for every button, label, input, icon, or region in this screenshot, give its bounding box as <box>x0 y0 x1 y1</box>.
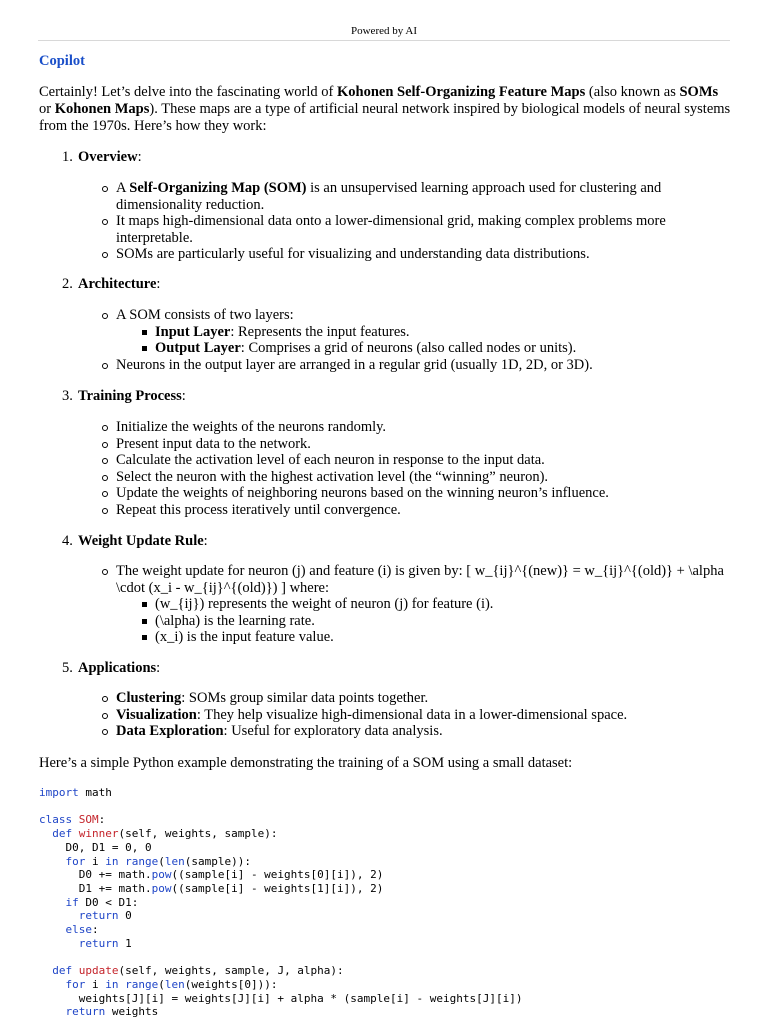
code-token <box>39 923 66 936</box>
code-token: 0 <box>118 909 132 923</box>
section-number: 5. <box>62 660 73 676</box>
code-token-fn: winner <box>78 827 119 841</box>
code-line <box>39 841 152 854</box>
code-line <box>39 786 112 799</box>
code-token: weights[J][i] = weights[J][i] + alpha * (sample[i] - weights[J][i]) <box>39 991 523 1005</box>
section-number: 3. <box>62 388 73 404</box>
sublist-item: (w_{ij}) represents the weight of neuron (j) for feature (i). <box>155 596 731 613</box>
section-title-overview: 1. Overview: <box>62 149 142 165</box>
code-token-kw: if <box>65 895 79 909</box>
list-item: Update the weights of neighboring neurons based on the winning neuron’s influence. <box>116 485 731 502</box>
section-title-applications: 5. Applications: <box>62 660 161 676</box>
section-heading: Overview <box>78 149 138 165</box>
list-item: Neurons in the output layer are arranged in a regular grid (usually 1D, 2D, or 3D). <box>116 357 731 374</box>
code-token: : <box>92 923 99 937</box>
code-token: D1 += math. <box>39 881 152 895</box>
architecture-list <box>116 307 731 373</box>
code-token: (sample)): <box>184 854 251 868</box>
code-line <box>39 868 383 881</box>
code-token: i <box>85 854 106 868</box>
code-token-bi: len <box>164 977 185 991</box>
section-heading: Architecture <box>78 276 157 292</box>
code-line <box>39 964 344 977</box>
code-token <box>72 964 79 977</box>
section-number: 1. <box>62 149 73 165</box>
list-item: The weight update for neuron (j) and feature (i) is given by: [ w_{ij}^{(new)} = w_{ij}^{(old)} + \alpha \cdot (x_i - w_{ij}^{(old)}) ] where: (w_{ij}) represents the weight of neuron (j) for feature (i). (\alpha) is the learning rate. (x_i) is the input feature value. <box>116 563 731 646</box>
intro-bold-term: Kohonen Self-Organizing Feature Maps <box>336 84 586 100</box>
code-line <box>39 813 105 826</box>
code-token: (weights[0])): <box>184 977 278 991</box>
code-token-kw: class <box>39 813 73 827</box>
overview-list <box>116 180 731 263</box>
list-item: A Self-Organizing Map (SOM) is an unsupervised learning approach used for clustering and dimensionality reduction. <box>116 180 731 213</box>
list-item: Clustering: SOMs group similar data points together. <box>116 690 731 707</box>
list-item: Visualization: They help visualize high-dimensional data in a lower-dimensional space. <box>116 707 731 724</box>
section-heading: Applications <box>78 660 157 676</box>
code-token-kw: def <box>52 964 73 978</box>
code-token-kw: in <box>105 977 119 991</box>
code-line <box>39 992 522 1005</box>
code-token: (self, weights, sample, J, alpha): <box>118 964 344 978</box>
code-token-kw: in <box>105 854 119 868</box>
code-token-kw: import <box>39 786 79 799</box>
python-code-block <box>39 786 522 1019</box>
code-token-bi: pow <box>151 868 172 882</box>
intro-bold-term: Kohonen Maps <box>54 101 150 117</box>
code-line <box>39 882 383 895</box>
training-list <box>116 419 731 518</box>
code-token <box>72 813 79 826</box>
applications-list <box>116 690 731 740</box>
intro-text: or <box>39 101 55 117</box>
code-line <box>39 978 277 991</box>
list-item: It maps high-dimensional data onto a lower-dimensional grid, making complex problems more interpretable. <box>116 213 731 246</box>
weight-update-list <box>116 563 731 646</box>
code-token: D0 < D1: <box>78 895 139 909</box>
sublist-item: (x_i) is the input feature value. <box>155 629 731 646</box>
code-token-bi: pow <box>151 881 172 895</box>
outro-paragraph: Here’s a simple Python example demonstrating the training of a SOM using a small dataset: <box>39 755 573 771</box>
code-token <box>39 896 66 909</box>
section-number: 4. <box>62 533 73 549</box>
code-token <box>39 964 52 977</box>
powered-by-header: Powered by AI <box>38 24 730 41</box>
section-heading: Weight Update Rule <box>78 533 204 549</box>
intro-paragraph <box>39 84 731 135</box>
code-token: i <box>85 977 106 991</box>
code-token <box>39 1005 66 1018</box>
code-token: 1 <box>118 936 132 950</box>
sublist-item: (\alpha) is the learning rate. <box>155 613 731 630</box>
section-title-architecture: 2. Architecture: <box>62 276 161 292</box>
code-token: ( <box>158 854 165 868</box>
code-token-kw: return <box>65 1005 106 1019</box>
code-token: weights <box>105 1005 159 1019</box>
code-token-kw: else <box>65 923 92 937</box>
sublist-item: Input Layer: Represents the input features. <box>155 324 731 341</box>
code-token: (self, weights, sample): <box>118 827 278 841</box>
code-token-kw: return <box>78 909 119 923</box>
code-line <box>39 909 132 922</box>
code-token <box>72 827 79 840</box>
code-line <box>39 896 138 909</box>
code-line <box>39 855 251 868</box>
list-item: Calculate the activation level of each neuron in response to the input data. <box>116 452 731 469</box>
sublist-item: Output Layer: Comprises a grid of neurons (also called nodes or units). <box>155 340 731 357</box>
intro-text: Certainly! Let’s delve into the fascinating world of <box>39 84 337 100</box>
intro-text: (also known as <box>585 84 680 100</box>
code-line <box>39 1005 158 1018</box>
code-token <box>39 827 52 840</box>
intro-bold-term: SOMs <box>679 84 719 100</box>
list-item: A SOM consists of two layers: Input Layer: Represents the input features. Output Layer: Comprises a grid of neurons (also called nodes or units). <box>116 307 731 357</box>
code-token: ((sample[i] - weights[1][i]), 2) <box>171 881 384 895</box>
sublist <box>116 324 731 357</box>
code-token <box>39 909 79 922</box>
code-token: : <box>98 813 106 827</box>
code-line <box>39 937 132 950</box>
code-token <box>39 978 66 991</box>
code-token: ((sample[i] - weights[0][i]), 2) <box>171 868 384 882</box>
sublist <box>116 596 731 646</box>
list-item: Data Exploration: Useful for exploratory data analysis. <box>116 723 731 740</box>
list-item: Present input data to the network. <box>116 436 731 453</box>
code-token: D0 += math. <box>39 868 152 882</box>
code-token-kw: def <box>52 827 73 841</box>
code-token-kw: for <box>65 854 86 868</box>
section-heading: Training Process <box>78 388 182 404</box>
code-token-bi: range <box>125 977 159 991</box>
code-token-kw: return <box>78 936 119 950</box>
section-title-weight-update: 4. Weight Update Rule: <box>62 533 208 549</box>
list-item: Select the neuron with the highest activation level (the “winning” neuron). <box>116 469 731 486</box>
code-token: D0, D1 = 0, 0 <box>39 840 152 854</box>
code-token <box>39 937 79 950</box>
copilot-brand: Copilot <box>39 53 85 69</box>
code-line <box>39 923 99 936</box>
section-number: 2. <box>62 276 73 292</box>
code-token-bi: range <box>125 854 159 868</box>
section-title-training: 3. Training Process: <box>62 388 186 404</box>
list-item: Initialize the weights of the neurons randomly. <box>116 419 731 436</box>
code-line <box>39 827 277 840</box>
code-token <box>39 855 66 868</box>
list-item: Repeat this process iteratively until convergence. <box>116 502 731 519</box>
intro-text: ). These maps are a type of artificial neural network inspired by biological models of neural systems from the 1970s. Here’s how they work: <box>39 101 731 134</box>
code-token-bi: len <box>164 854 185 868</box>
code-token: ( <box>158 977 165 991</box>
code-token-kw: for <box>65 977 86 991</box>
list-item: SOMs are particularly useful for visualizing and understanding data distributions. <box>116 246 731 263</box>
code-token-fn: SOM <box>78 813 99 827</box>
code-token-fn: update <box>78 964 119 978</box>
code-token: math <box>78 786 112 799</box>
